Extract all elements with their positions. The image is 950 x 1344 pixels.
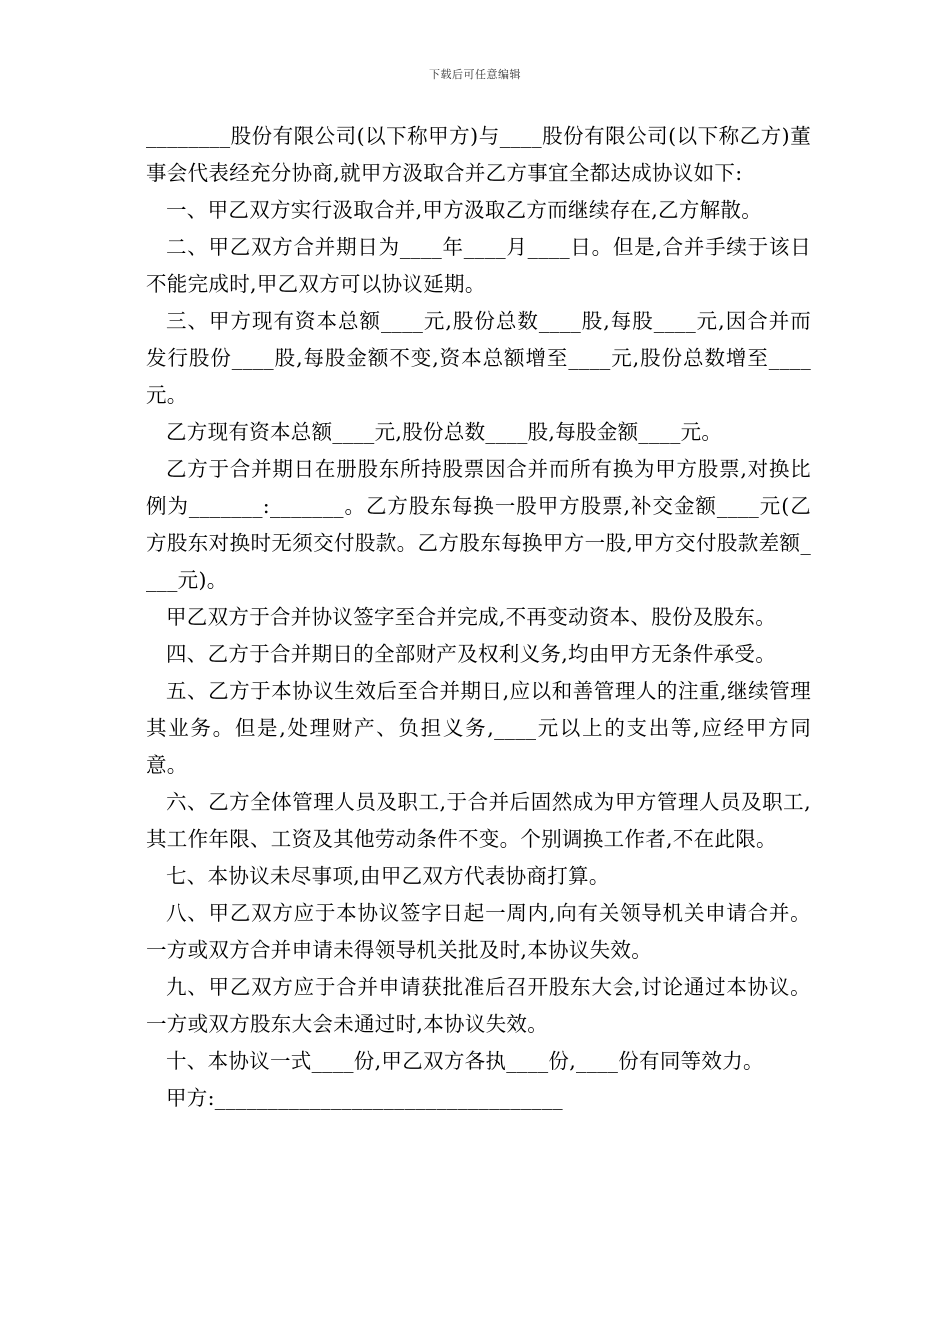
paragraph-intro: ________股份有限公司(以下称甲方)与____股份有限公司(以下称乙方)董事会代表经充分协商,就甲方汲取合并乙方事宜全都达成协议如下: xyxy=(146,124,811,185)
paragraph-party-b-capital: 乙方现有资本总额____元,股份总数____股,每股金额____元。 xyxy=(166,420,723,444)
paragraph-share-exchange: 乙方于合并期日在册股东所持股票因合并而所有换为甲方股票,对换比例为_______:_______。乙方股东每换一股甲方股票,补交金额____元(乙方股东对换时无须交付股款。乙方股东每换甲方一股,甲方交付股款差额____元)。 xyxy=(146,457,811,592)
paragraph-clause-4: 四、乙方于合并期日的全部财产及权利义务,均由甲方无条件承受。 xyxy=(166,642,777,666)
page-header-note: 下载后可任意编辑 xyxy=(429,68,521,81)
agreement-body xyxy=(146,118,811,1117)
paragraph-no-change: 甲乙双方于合并协议签字至合并完成,不再变动资本、股份及股东。 xyxy=(166,605,777,629)
paragraph-clause-5: 五、乙方于本协议生效后至合并期日,应以和善管理人的注重,继续管理其业务。但是,处理财产、负担义务,____元以上的支出等,应经甲方同意。 xyxy=(146,679,811,777)
paragraph-clause-7: 七、本协议未尽事项,由甲乙双方代表协商打算。 xyxy=(166,864,610,888)
paragraph-clause-3: 三、甲方现有资本总额____元,股份总数____股,每股____元,因合并而发行股份____股,每股金额不变,资本总额增至____元,股份总数增至____元。 xyxy=(146,309,811,407)
paragraph-clause-9: 九、甲乙双方应于合并申请获批准后召开股东大会,讨论通过本协议。一方或双方股东大会未通过时,本协议失效。 xyxy=(146,975,811,1036)
paragraph-clause-1: 一、甲乙双方实行汲取合并,甲方汲取乙方而继续存在,乙方解散。 xyxy=(166,198,763,222)
signature-line-party-a: 甲方:_________________________________ xyxy=(166,1086,563,1110)
paragraph-clause-10: 十、本协议一式____份,甲乙双方各执____份,____份有同等效力。 xyxy=(166,1049,764,1073)
paragraph-clause-2: 二、甲乙双方合并期日为____年____月____日。但是,合并手续于该日不能完成时,甲乙双方可以协议延期。 xyxy=(146,235,811,296)
paragraph-clause-8: 八、甲乙双方应于本协议签字日起一周内,向有关领导机关申请合并。一方或双方合并申请未得领导机关批及时,本协议失效。 xyxy=(146,901,811,962)
paragraph-clause-6: 六、乙方全体管理人员及职工,于合并后固然成为甲方管理人员及职工,其工作年限、工资及其他劳动条件不变。个别调换工作者,不在此限。 xyxy=(146,790,811,851)
